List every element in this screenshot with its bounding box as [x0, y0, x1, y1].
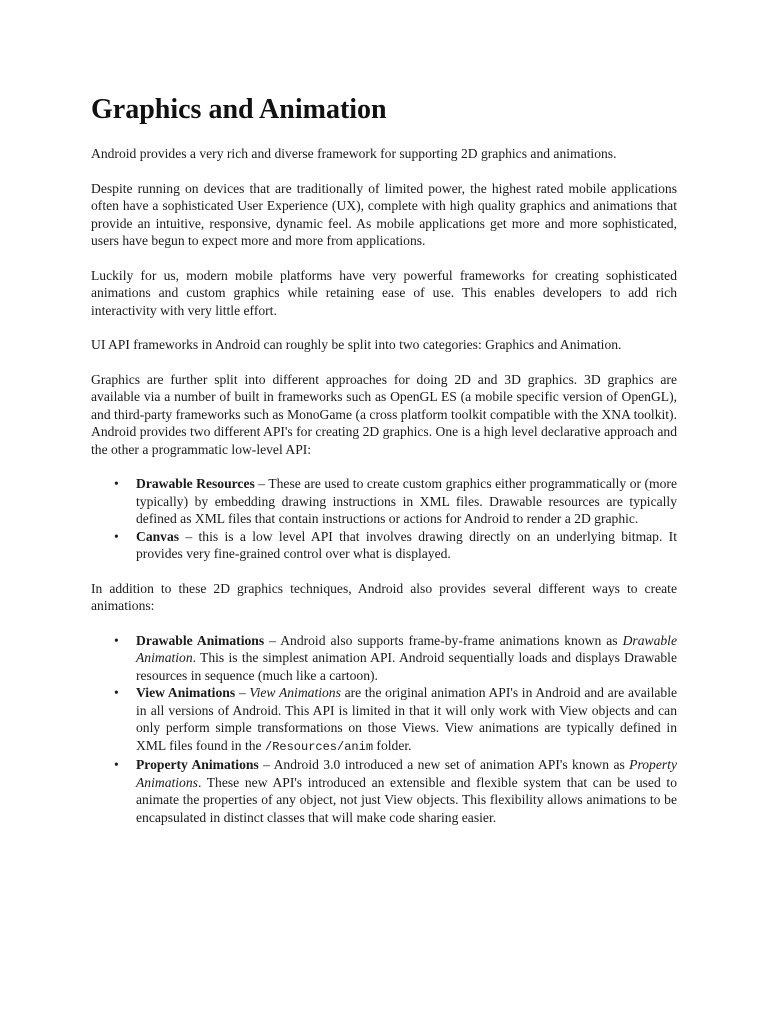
list-item-drawable-animations	[114, 632, 677, 685]
list-item-text: folder.	[373, 737, 412, 753]
list-item-text: – this is a low level API that involves drawing directly on an underlying bitmap. It provides very fine-grained control over what is displayed.	[136, 528, 677, 561]
list-item-text: . This is the simplest animation API. Android sequentially loads and displays Drawable resources in sequence (much like a cartoon).	[136, 650, 677, 683]
list-item-emphasis: View Animations	[249, 685, 341, 700]
list-item-text: are the original animation API's in Android and are available in all versions of Android. This API is limited in that it will only work with View objects and can only perform simple transformations on those Views. View animations are typically defined in XML files found in the	[136, 685, 678, 753]
list-item-text: – Android 3.0 introduced a new set of animation API's known as	[258, 757, 630, 772]
list-item-text: . These new API's introduced an extensible and flexible system that can be used to animate the properties of any object, not just View objects. This flexibility allows animations to be encapsulated in distinct classes that will make code sharing easier.	[136, 774, 677, 825]
page-title: Graphics and Animation	[91, 94, 387, 125]
list-item-property-animations	[114, 756, 677, 826]
list-item-text: –	[235, 685, 250, 700]
paragraph-intro: Android provides a very rich and diverse framework for supporting 2D graphics and animations.	[91, 146, 617, 161]
paragraph-categories: UI API frameworks in Android can roughly be split into two categories: Graphics and Animation.	[91, 337, 622, 352]
bullet-icon: •	[114, 476, 119, 491]
resource-path: /Resources/anim	[265, 739, 374, 754]
bullet-icon: •	[114, 685, 119, 700]
list-item-emphasis: Drawable Animation	[136, 632, 677, 665]
list-item-term: Property Animations	[136, 757, 259, 772]
document-body	[91, 92, 677, 843]
list-item-emphasis: Property Animations	[136, 757, 677, 790]
list-item-text: – Android also supports frame-by-frame animations known as	[264, 632, 623, 648]
list-item-term: Drawable Resources	[136, 476, 255, 491]
bullet-icon: •	[114, 757, 119, 772]
bullet-icon: •	[114, 528, 119, 544]
list-item-drawable-resources	[114, 475, 677, 528]
list-item-term: Drawable Animations	[136, 632, 265, 648]
list-item-view-animations	[114, 684, 678, 756]
paragraph-graphics: Graphics are further split into different approaches for doing 2D and 3D graphics. 3D graphics are available via a number of built in frameworks such as OpenGL ES (a mobile specific version of OpenGL), and third-party frameworks such as MonoGame (a cross platform toolkit compatible with the XNA toolkit). Android provides two different API's for creating 2D graphics. One is a high level declarative approach and the other a programmatic low-level API:	[91, 371, 677, 457]
list-item-canvas	[114, 528, 677, 563]
paragraph-frameworks: Luckily for us, modern mobile platforms have very powerful frameworks for creating sophisticated animations and custom graphics while retaining ease of use. This enables developers to add rich interactivity with very little effort.	[91, 267, 677, 318]
list-item-term: View Animations	[136, 685, 236, 700]
bullet-icon: •	[114, 632, 119, 648]
paragraph-ux: Despite running on devices that are traditionally of limited power, the highest rated mobile applications often have a sophisticated User Experience (UX), complete with high quality graphics and animations that provide an intuitive, responsive, dynamic feel. As mobile applications get more and more sophisticated, users have begun to expect more and more from applications.	[91, 180, 677, 248]
paragraph-animation-intro: In addition to these 2D graphics techniques, Android also provides several different ways to create animations:	[91, 580, 677, 613]
animation-list	[91, 632, 677, 827]
graphics-list	[91, 475, 677, 563]
list-item-text: – These are used to create custom graphics either programmatically or (more typically) by embedding drawing instructions in XML files. Drawable resources are typically defined as XML files that contain instructions or actions for Android to render a 2D graphic.	[136, 476, 677, 526]
list-item-term: Canvas	[136, 528, 180, 544]
